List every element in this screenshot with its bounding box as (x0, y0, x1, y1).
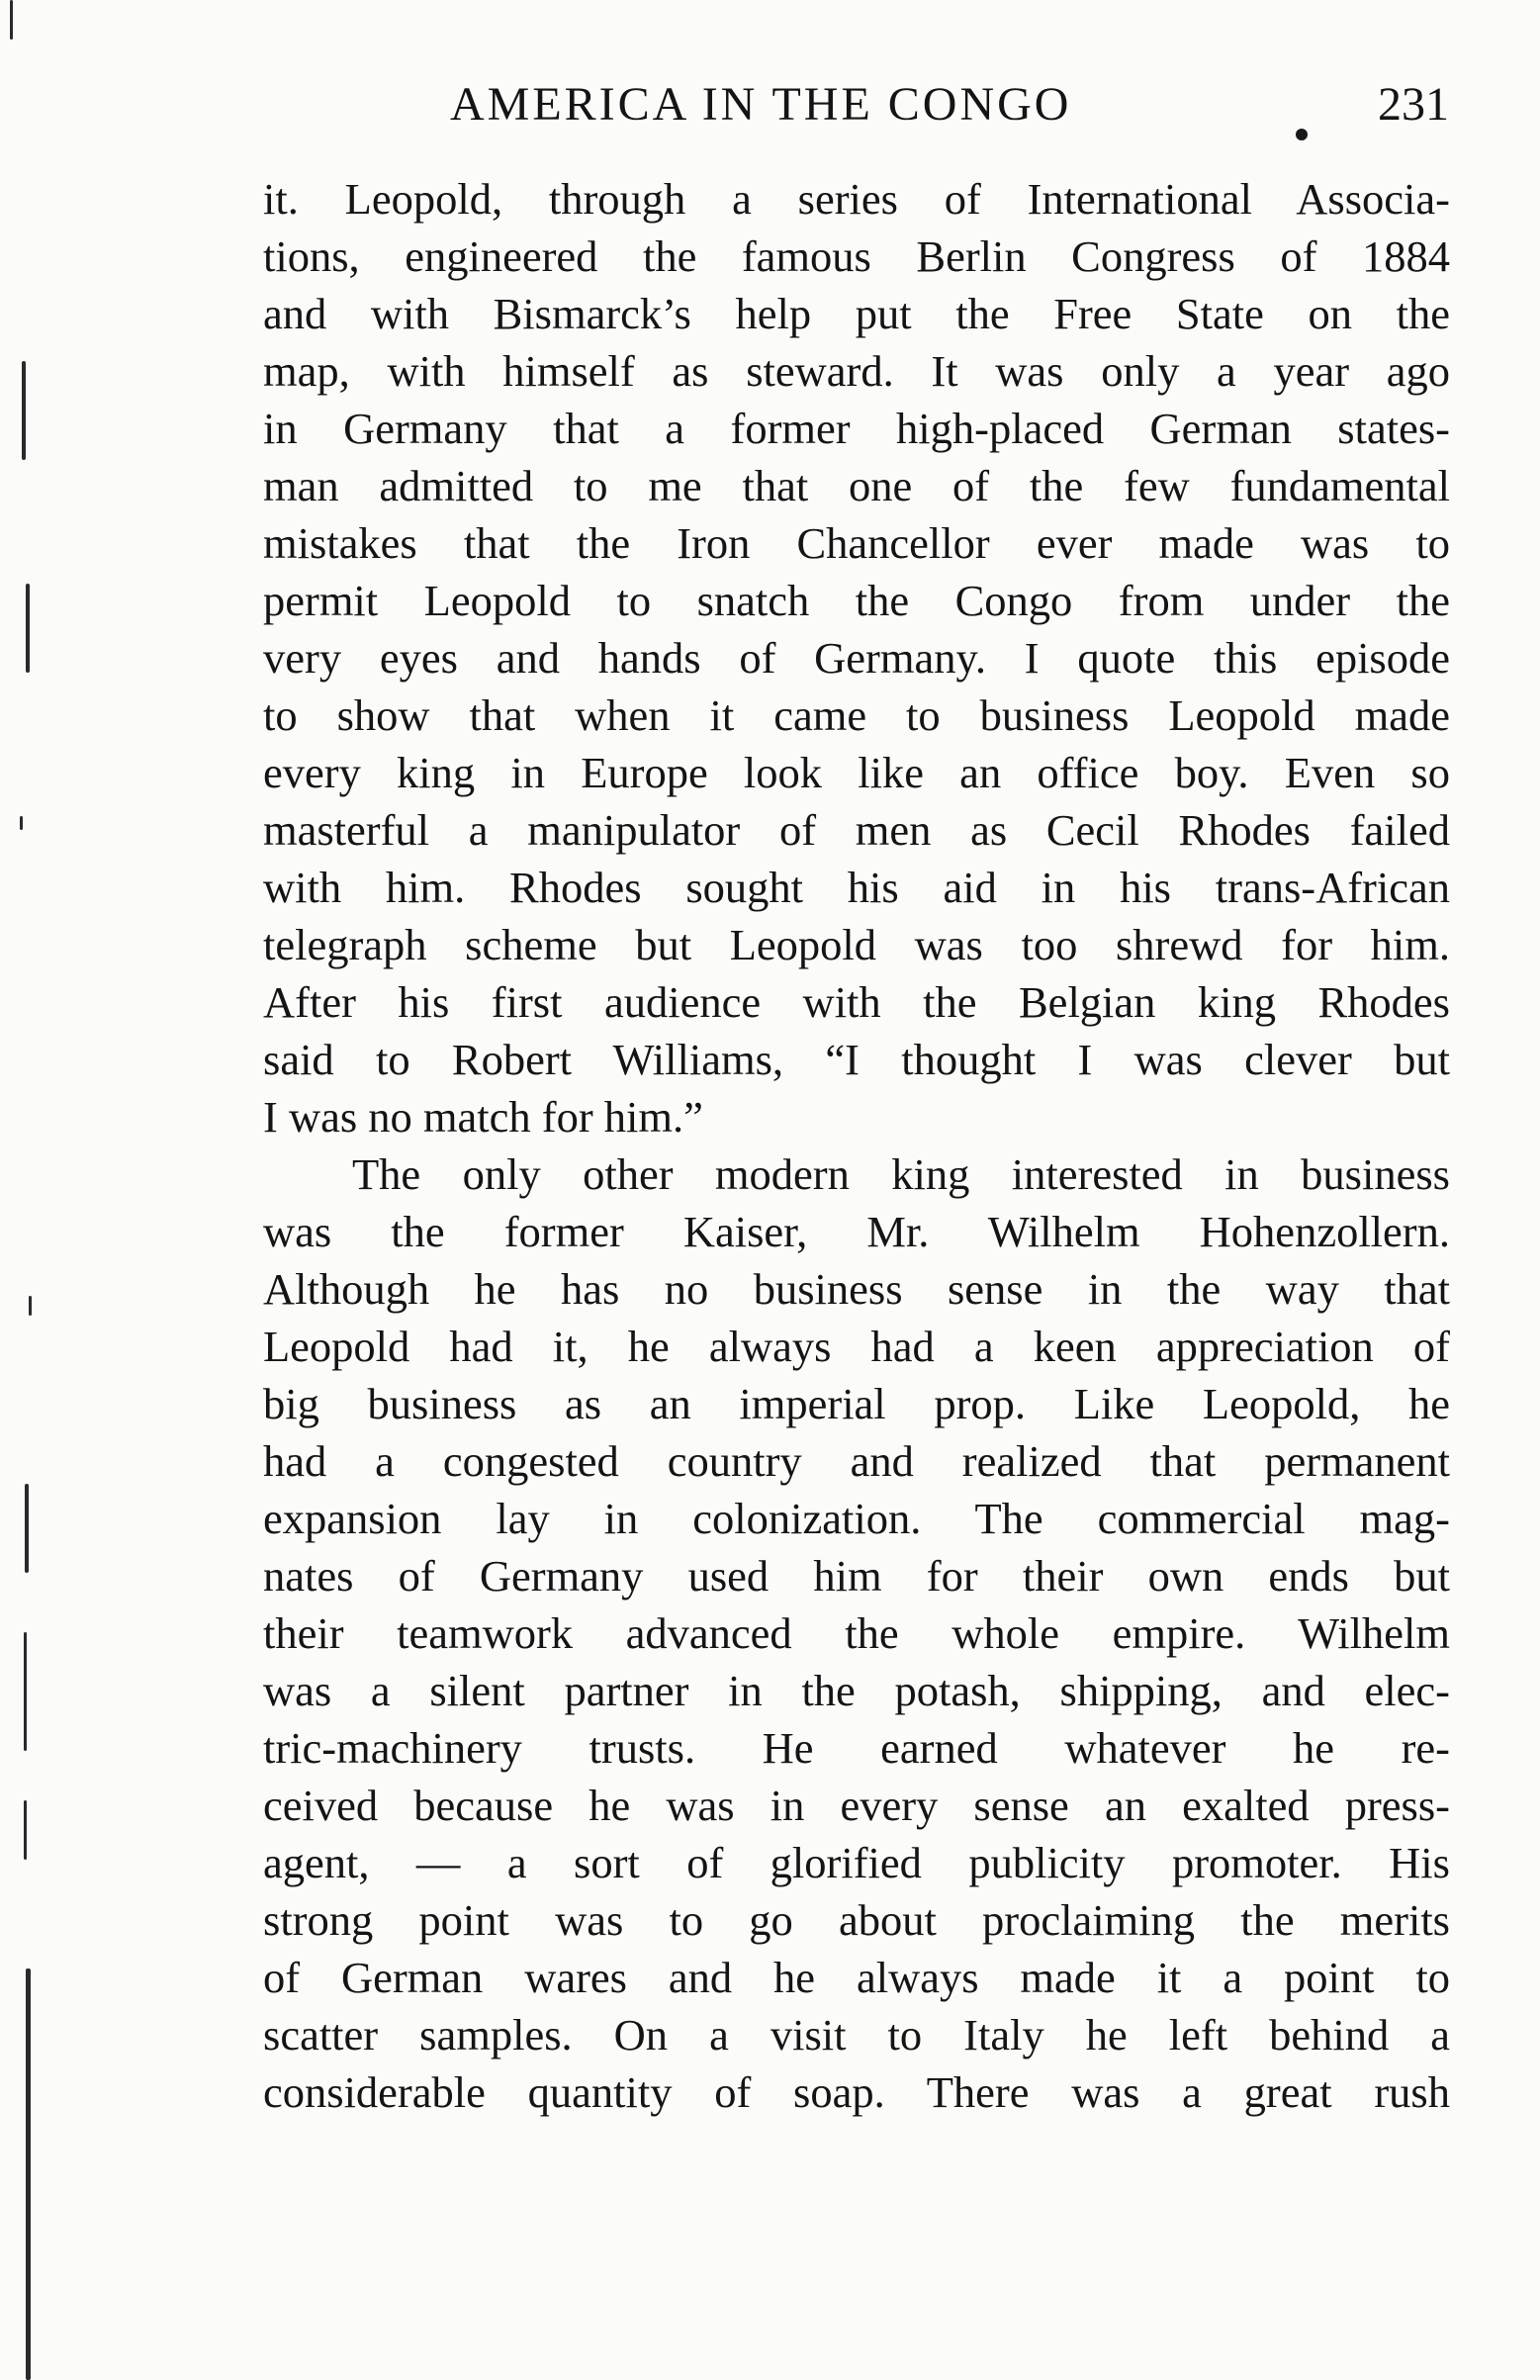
text-line: was the former Kaiser, Mr. Wilhelm Hohenzollern. (263, 1207, 1450, 1256)
text-line: The only other modern king interested in business (352, 1149, 1450, 1199)
text-line: said to Robert Williams, “I thought I was clever but (263, 1035, 1450, 1084)
text-line: strong point was to go about proclaiming the merits (263, 1895, 1450, 1945)
page-header (450, 77, 1449, 146)
scan-edge-mark (25, 1484, 29, 1573)
scan-edge-mark (26, 584, 30, 673)
text-line: agent, — a sort of glorified publicity promoter. His (263, 1838, 1450, 1887)
scan-edge-mark (22, 361, 26, 460)
running-title: AMERICA IN THE CONGO (450, 78, 1072, 131)
text-line: tric-machinery trusts. He earned whatever he re- (263, 1723, 1450, 1773)
text-line: nates of Germany used him for their own ends but (263, 1551, 1450, 1601)
text-line: telegraph scheme but Leopold was too shrewd for him. (263, 920, 1450, 969)
text-line: of German wares and he always made it a point to (263, 1953, 1450, 2002)
text-line: big business as an imperial prop. Like Leopold, he (263, 1379, 1450, 1428)
text-line: ceived because he was in every sense an exalted press- (263, 1781, 1450, 1830)
ink-dot (1296, 129, 1308, 140)
text-line: to show that when it came to business Leopold made (263, 690, 1450, 740)
text-line: permit Leopold to snatch the Congo from under the (263, 576, 1450, 625)
text-line: in Germany that a former high-placed German states- (263, 404, 1450, 453)
paragraph (263, 1145, 1450, 2121)
text-line: masterful a manipulator of men as Cecil Rhodes failed (263, 805, 1450, 855)
text-line: their teamwork advanced the whole empire. Wilhelm (263, 1608, 1450, 1658)
text-line: was a silent partner in the potash, shipping, and elec- (263, 1666, 1450, 1715)
paragraph (263, 170, 1450, 1145)
text-line: very eyes and hands of Germany. I quote this episode (263, 633, 1450, 683)
text-line: tions, engineered the famous Berlin Congress of 1884 (263, 231, 1450, 281)
scan-edge-mark (24, 1632, 27, 1751)
text-line: After his first audience with the Belgian king Rhodes (263, 977, 1450, 1027)
text-line: with him. Rhodes sought his aid in his trans-African (263, 863, 1450, 912)
text-line: and with Bismarck’s help put the Free State on the (263, 289, 1450, 338)
text-line: mistakes that the Iron Chancellor ever made was to (263, 518, 1450, 568)
text-line: expansion lay in colonization. The commercial mag- (263, 1494, 1450, 1543)
text-line: map, with himself as steward. It was only a year ago (263, 346, 1450, 396)
body-text (263, 170, 1450, 2121)
text-line: man admitted to me that one of the few fundamental (263, 461, 1450, 510)
scan-edge-mark (20, 816, 23, 830)
page-number: 231 (1378, 78, 1449, 131)
text-line: scatter samples. On a visit to Italy he left behind a (263, 2010, 1450, 2060)
text-line: Although he has no business sense in the way that (263, 1264, 1450, 1314)
text-line: considerable quantity of soap. There was a great rush (263, 2067, 1450, 2117)
scan-edge-mark (10, 0, 13, 40)
text-line: it. Leopold, through a series of International Associa- (263, 174, 1450, 224)
text-line: Leopold had it, he always had a keen appreciation of (263, 1322, 1450, 1371)
text-line: every king in Europe look like an office boy. Even so (263, 748, 1450, 797)
text-line: I was no match for him.” (263, 1092, 703, 1142)
scan-edge-mark (24, 1800, 27, 1860)
scan-edge-mark (29, 1296, 32, 1316)
scan-edge-mark (26, 1968, 31, 2380)
text-line: had a congested country and realized that permanent (263, 1436, 1450, 1486)
